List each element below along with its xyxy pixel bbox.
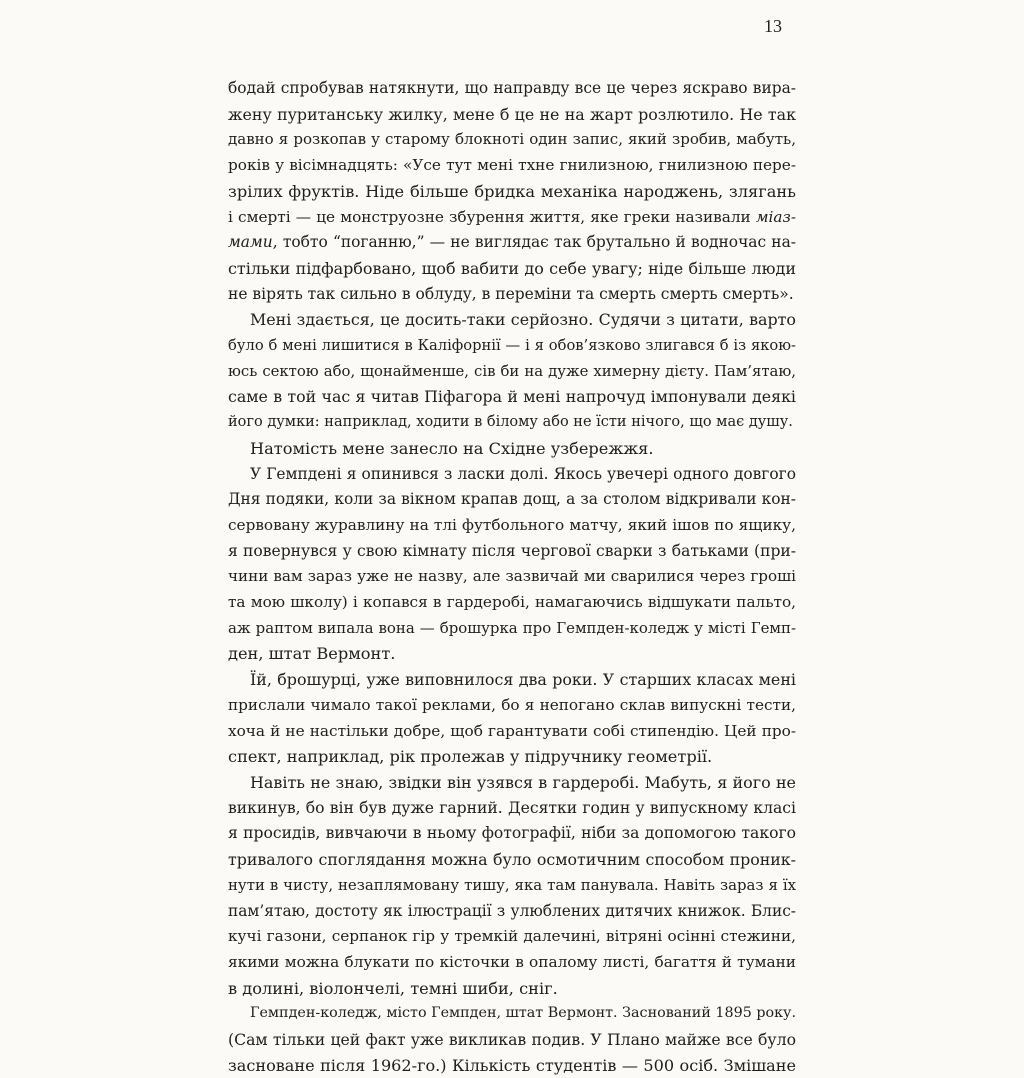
text-line: зрілих фруктів. Ніде більше бридка механіка народжень, злягань bbox=[228, 181, 796, 201]
text-line: саме в той час я читав Піфагора й мені напрочуд імпонували деякі bbox=[228, 387, 796, 407]
text-line: юсь сектою або, щонайменше, сів би на дуже химерну дієту. Пам’ятаю, bbox=[228, 362, 796, 380]
text-line: Мені здається, це досить-таки серйозно. Судячи з цитати, варто bbox=[250, 310, 796, 330]
text-line: пам’ятаю, достоту як ілюстрації з улюблених дитячих книжок. Блис- bbox=[228, 901, 796, 920]
paragraph bbox=[228, 76, 796, 307]
text-line: спект, наприклад, рік пролежав у підручнику геометрії. bbox=[228, 747, 713, 767]
paragraph bbox=[228, 667, 796, 770]
paragraph bbox=[228, 307, 796, 436]
text-line: було б мені лишитися в Каліфорнії — і я обов’язково злигався б із якою- bbox=[228, 337, 796, 355]
text-line: його думки: наприклад, ходити в білому або не їсти нічого, що має душу. bbox=[228, 414, 793, 431]
text-line: засноване після 1962-го.) Кількість студентів — 500 осіб. Змішане bbox=[228, 1055, 796, 1075]
paragraph bbox=[228, 1001, 796, 1078]
text-line: викинув, бо він був дуже гарний. Десятки годин у випускному класі bbox=[228, 798, 796, 817]
text-line: не вірять так сильно в облуду, в переміни та смерть смерть смерть». bbox=[228, 284, 794, 303]
paragraph bbox=[228, 436, 796, 462]
text-line: Навіть не знаю, звідки він узявся в гардеробі. Мабуть, я його не bbox=[250, 772, 796, 792]
text-line: і смерті — це монструозне збурення життя, яке греки називали міаз- bbox=[228, 207, 796, 226]
text-line: чини вам зараз уже не назву, але зазвичай ми сварилися через гроші bbox=[228, 567, 796, 586]
text-line: я просидів, вивчаючи в ньому фотографії, ніби за допомогою такого bbox=[228, 824, 796, 843]
text-line: хоча й не настільки добре, щоб гарантувати собі стипендію. Цей про- bbox=[228, 721, 796, 740]
text-line: Натомість мене занесло на Східне узбережжя. bbox=[250, 438, 654, 458]
text-line: Дня подяки, коли за вікном крапав дощ, а за столом відкривали кон- bbox=[228, 490, 796, 509]
text-line: в долині, віолончелі, темні шиби, сніг. bbox=[228, 978, 558, 998]
text-line: ден, штат Вермонт. bbox=[228, 644, 396, 664]
paragraph bbox=[228, 462, 796, 668]
text-line: нути в чисту, незаплямовану тишу, яка там панувала. Навіть зараз я їх bbox=[228, 875, 796, 894]
text-line: якими можна блукати по кісточки в опалому листі, багаття й тумани bbox=[228, 952, 796, 971]
page-number: 13 bbox=[764, 16, 782, 36]
text-line: У Гемпдені я опинився з ласки долі. Якось увечері одного довгого bbox=[250, 464, 796, 483]
text-line: років у вісімнадцять: «Усе тут мені тхне гнилизною, гнилизною пере- bbox=[228, 156, 796, 175]
paragraph bbox=[228, 770, 796, 1001]
text-line: жену пуританську жилку, мене б це не на жарт розлютило. Не так bbox=[228, 104, 796, 124]
text-line: я повернувся у свою кімнату після чергової сварки з батьками (при- bbox=[228, 541, 796, 560]
body-text bbox=[228, 76, 796, 1078]
text-line: давно я розкопав у старому блокноті один запис, який зробив, мабуть, bbox=[228, 130, 796, 149]
text-line: (Сам тільки цей факт уже викликав подив. У Плано майже все було bbox=[228, 1030, 796, 1050]
text-line: мами, тобто “поганню,” — не виглядає так брутально й водночас на- bbox=[228, 233, 796, 252]
text-line: стільки підфарбовано, щоб вабити до себе увагу; ніде більше люди bbox=[228, 258, 796, 278]
text-line: бодай спробував натякнути, що направду все це через яскраво вира- bbox=[228, 79, 796, 97]
text-line: Гемпден-коледж, місто Гемпден, штат Вермонт. Заснований 1895 року. bbox=[250, 1005, 796, 1022]
text-line: прислали чимало такої реклами, бо я непогано склав випускні тести, bbox=[228, 695, 796, 714]
text-line: Їй, брошурці, уже виповнилося два роки. У старших класах мені bbox=[250, 670, 796, 690]
text-line: аж раптом випала вона — брошурка про Гемпден-коледж у місті Гемп- bbox=[228, 618, 796, 637]
text-line: кучі газони, серпанок гір у тремкій далечині, вітряні осінні стежини, bbox=[228, 927, 796, 946]
text-line: сервовану журавлину на тлі футбольного матчу, який ішов по ящику, bbox=[228, 515, 796, 534]
text-line: та мою школу) і копався в гардеробі, намагаючись відшукати пальто, bbox=[228, 593, 796, 612]
text-line: тривалого споглядання можна було осмотичним способом проник- bbox=[228, 850, 796, 870]
